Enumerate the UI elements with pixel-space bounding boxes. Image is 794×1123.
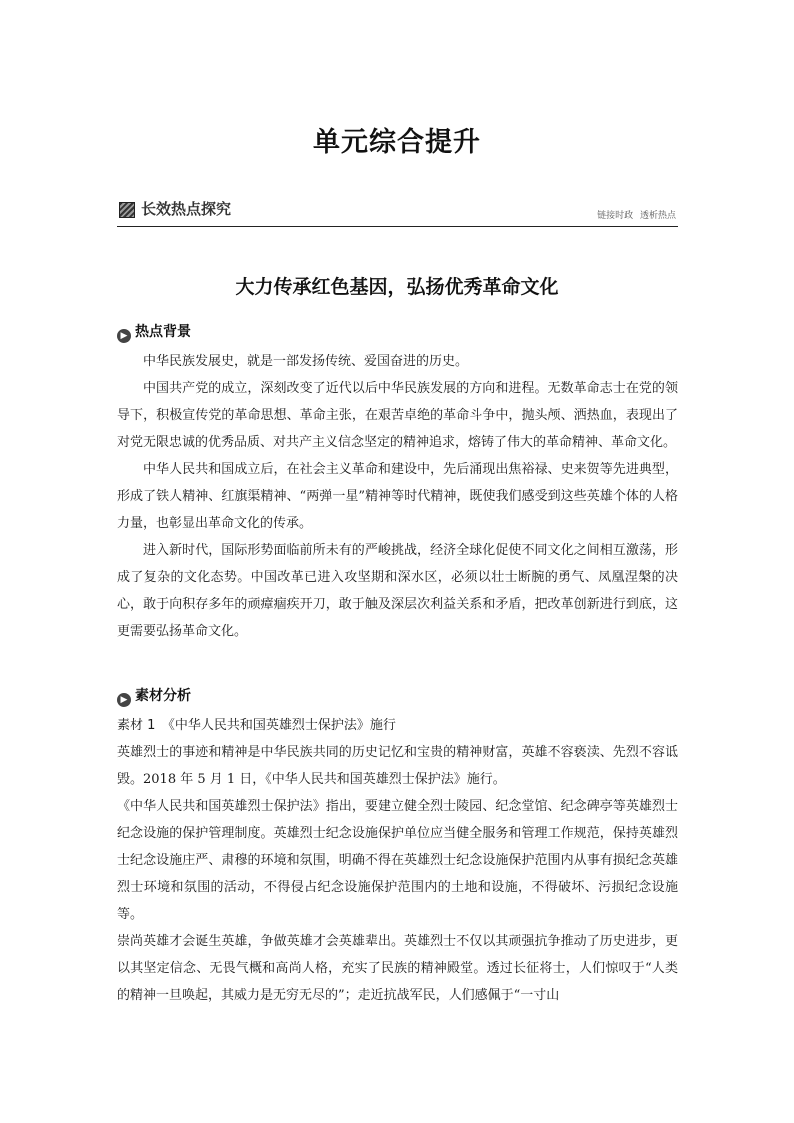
play-arrow-icon: ▶ bbox=[117, 329, 131, 343]
section-heading-label: 热点背景 bbox=[135, 324, 191, 340]
paragraph: 中华民族发展史，就是一部发扬传统、爱国奋进的历史。 bbox=[143, 354, 469, 369]
paragraph: 英雄烈士的事迹和精神是中华民族共同的历史记忆和宝贵的精神财富，英雄不容亵渎、先烈不容诋毁。2018 年 5 月 1 日，《中华人民共和国英雄烈士保护法》施行。 bbox=[117, 745, 678, 787]
materials-text bbox=[117, 712, 678, 1009]
section-banner bbox=[117, 200, 678, 227]
paragraph: 进入新时代，国际形势面临前所未有的严峻挑战，经济全球化促使不同文化之间相互激荡，形成了复杂的文化态势。中国改革已进入攻坚期和深水区，必须以壮士断腕的勇气、凤凰涅槃的决心，敢于向积存多年的顽瘴痼疾开刀，敢于触及深层次利益关系和矛盾，把改革创新进行到底，这更需要弘扬革命文化。 bbox=[117, 543, 678, 639]
play-arrow-icon: ▶ bbox=[117, 693, 131, 707]
banner-tags: 链接时政 透析热点 bbox=[597, 211, 676, 221]
section-heading-label: 素材分析 bbox=[135, 688, 191, 704]
page-title: 单元综合提升 bbox=[313, 127, 481, 158]
paragraph: 崇尚英雄才会诞生英雄，争做英雄才会英雄辈出。英雄烈士不仅以其顽强抗争推动了历史进步，更以其坚定信念、无畏气概和高尚人格，充实了民族的精神殿堂。透过长征将士，人们惊叹于“人类的精神一旦唤起，其威力是无穷无尽的”；走近抗战军民，人们感佩于“一寸山 bbox=[117, 934, 678, 1003]
background-text bbox=[117, 348, 678, 645]
paragraph: 中华人民共和国成立后，在社会主义革命和建设中，先后涌现出焦裕禄、史来贺等先进典型，形成了铁人精神、红旗渠精神、“两弹一星”精神等时代精神，既使我们感受到这些英雄个体的人格力量，也彰显出革命文化的传承。 bbox=[117, 462, 678, 531]
banner-square-icon bbox=[119, 202, 135, 218]
section-heading-background bbox=[117, 322, 191, 342]
article-title: 大力传承红色基因，弘扬优秀革命文化 bbox=[235, 276, 559, 298]
section-heading-materials bbox=[117, 686, 191, 706]
paragraph: 中国共产党的成立，深刻改变了近代以后中华民族发展的方向和进程。无数革命志士在党的领导下，积极宣传党的革命思想、革命主张，在艰苦卓绝的革命斗争中，抛头颅、洒热血，表现出了对党无限忠诚的优秀品质、对共产主义信念坚定的精神追求，熔铸了伟大的革命精神、革命文化。 bbox=[117, 381, 678, 450]
material-label: 素材 1 《中华人民共和国英雄烈士保护法》施行 bbox=[117, 718, 396, 733]
banner-title: 长效热点探究 bbox=[141, 200, 232, 218]
paragraph: 《中华人民共和国英雄烈士保护法》指出，要建立健全烈士陵园、纪念堂馆、纪念碑亭等英雄烈士纪念设施的保护管理制度。英雄烈士纪念设施保护单位应当健全服务和管理工作规范，保持英雄烈士纪念设施庄严、肃穆的环境和氛围，明确不得在英雄烈士纪念设施保护范围内从事有损纪念英雄烈士环境和氛围的活动，不得侵占纪念设施保护范围内的土地和设施，不得破坏、污损纪念设施等。 bbox=[117, 799, 678, 922]
